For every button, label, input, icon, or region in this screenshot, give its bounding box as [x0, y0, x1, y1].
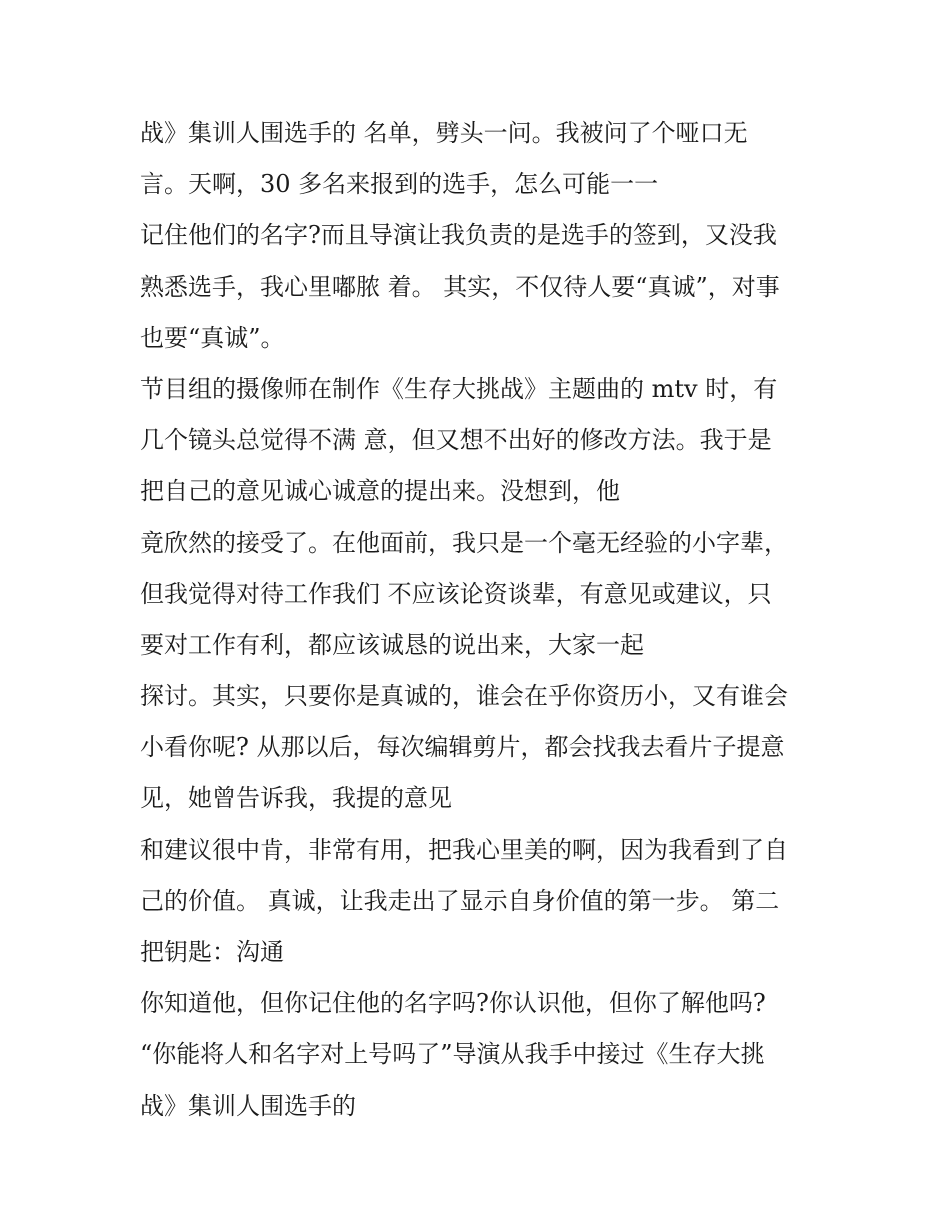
- text-line: 言。天啊，30 多名来报到的选手，怎么可能一一: [140, 170, 659, 199]
- text-line: 探讨。其实，只要你是真诚的，谁会在乎你资历小，又有谁会: [140, 682, 788, 711]
- text-line: 熟悉选手，我心里嘟脓 着。 其实，不仅待人要“真诚”，对事: [140, 272, 780, 301]
- body-text: [140, 108, 840, 1132]
- text-line: 要对工作有利，都应该诚恳的说出来，大家一起: [140, 630, 644, 659]
- text-line: 节目组的摄像师在制作《生存大挑战》主题曲的 mtv 时，有: [140, 374, 778, 403]
- text-line: 把自己的意见诚心诚意的提出来。没想到，他: [140, 477, 620, 506]
- text-line: 和建议很中肯，非常有用，把我心里美的啊，因为我看到了自: [140, 835, 788, 864]
- text-line: 几个镜头总觉得不满 意，但又想不出好的修改方法。我于是: [140, 426, 772, 455]
- text-line: 也要“真诚”。: [140, 323, 285, 352]
- text-line: 但我觉得对待工作我们 不应该论资谈辈，有意见或建议，只: [140, 579, 772, 608]
- text-line: “你能将人和名字对上号吗了”导演从我手中接过《生存大挑: [140, 1040, 765, 1069]
- text-line: 己的价值。 真诚，让我走出了显示自身价值的第一步。 第二: [140, 886, 780, 915]
- text-line: 见，她曾告诉我，我提的意见: [140, 784, 452, 813]
- text-line: 把钥匙：沟通: [140, 938, 284, 966]
- text-line: 你知道他，但你记住他的名字吗?你认识他，但你了解他吗?: [140, 989, 766, 1018]
- text-line: 竟欣然的接受了。在他面前，我只是一个毫无经验的小字辈，: [140, 528, 788, 557]
- text-line: 小看你呢? 从那以后，每次编辑剪片，都会找我去看片子提意: [140, 733, 785, 762]
- text-line: 战》集训人围选手的 名单，劈头一问。我被问了个哑口无: [140, 119, 748, 147]
- text-line: 战》集训人围选手的: [140, 1091, 356, 1120]
- text-line: 记住他们的名字?而且导演让我负责的是选手的签到，又没我: [140, 221, 777, 250]
